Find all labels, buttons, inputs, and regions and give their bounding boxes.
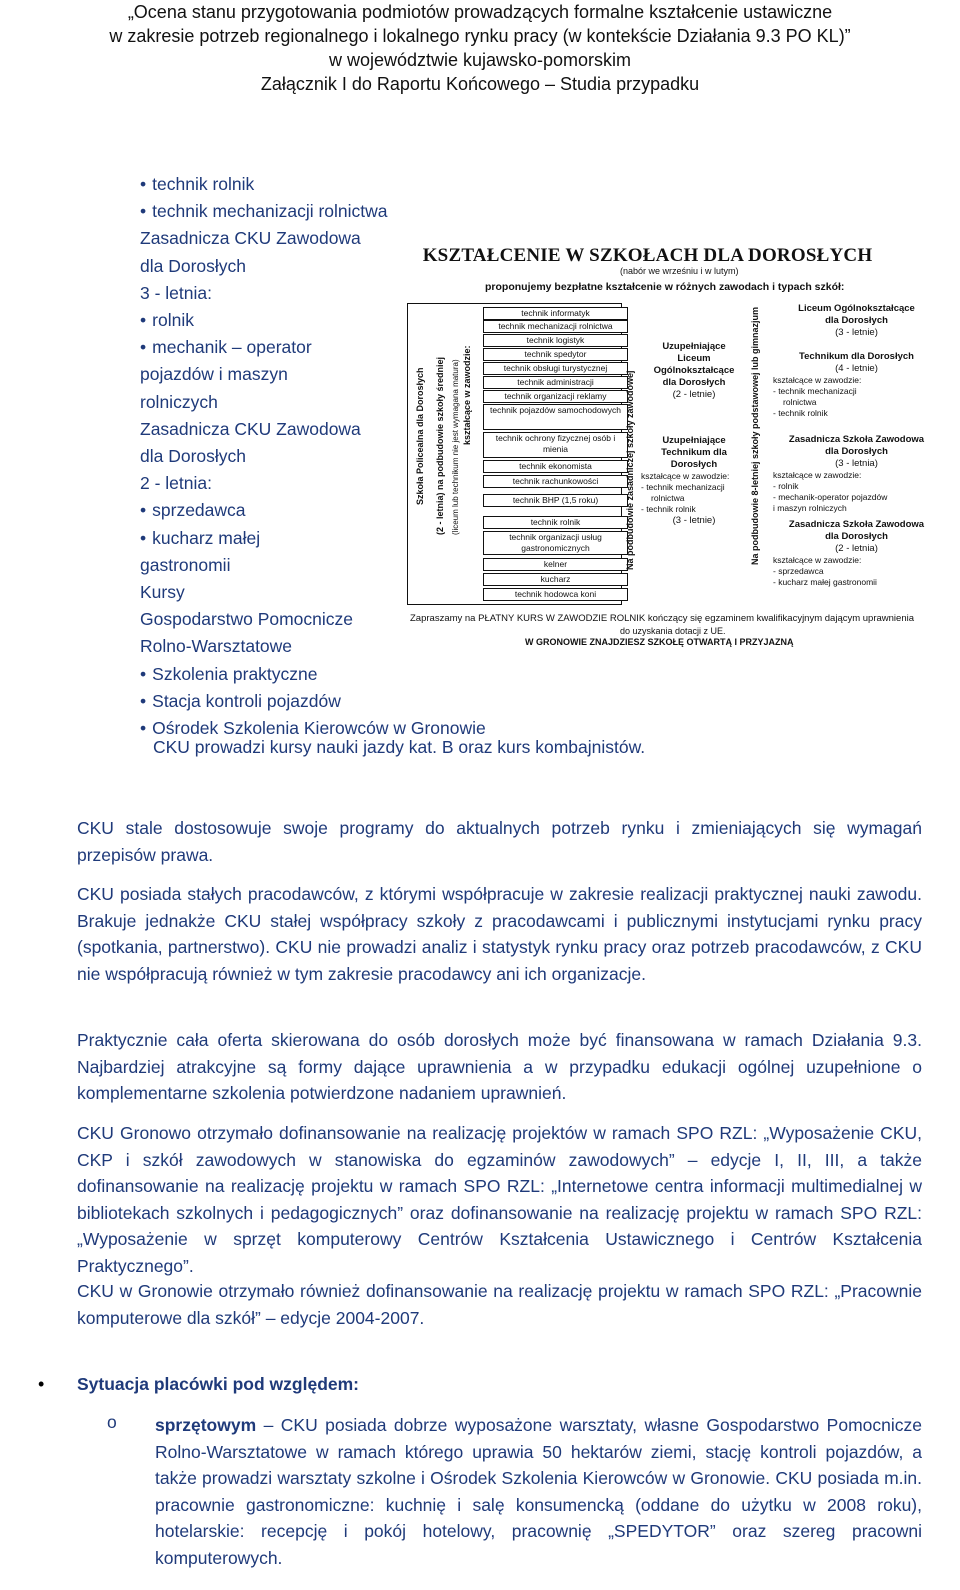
u1-line: (2 - letnie)	[672, 389, 716, 400]
u2-line: Technikum dla	[661, 447, 727, 458]
equipment-label: sprzętowym	[155, 1415, 257, 1435]
r2-line: Technikum dla Dorosłych	[799, 351, 914, 362]
col1-label: (2 - letnia) na podbudowie szkoły średniej	[435, 356, 445, 535]
u1-line: Liceum	[677, 353, 711, 364]
technikum-dorosli	[773, 351, 940, 429]
r4-line: kształcące w zawodzie:	[773, 555, 862, 565]
list-heading: 3 - letnia:	[140, 282, 212, 303]
zsz-2	[773, 519, 940, 597]
u2-line: - technik mechanizacji	[641, 482, 725, 492]
list-heading: Zasadnicza CKU Zawodowa	[140, 228, 361, 249]
profession-item: technik administracji	[483, 376, 628, 389]
leaflet-subtitle: (nabór we wrześniu i w lutym)	[620, 266, 739, 276]
profession-item: technik rachunkowości	[483, 475, 628, 488]
r2-line: kształcące w zawodzie:	[773, 375, 862, 385]
paragraph: CKU stale dostosowuje swoje programy do aktualnych potrzeb rynku i zmieniających się wymagań przepisów prawa.	[77, 818, 922, 865]
equipment-text: – CKU posiada dobrze wyposażone warsztaty, własne Gospodarstwo Pomocnicze Rolno-Warsztatowe w ramach którego uprawia 50 hektarów ziemi, stację kontroli pojazdów, a także prowadzi warsztaty szkolne i Ośrodek Szkolenia Kierowców w Gronowie. CKU posiada m.in. pracownie gastronomiczne: kuchnię i salę konsumencką (oddane do użytku w 2008 roku), hotelarskie: recepcję i pokój hotelowy, pracownię „SPEDYTOR” oraz szereg pracowni komputerowych.	[155, 1415, 922, 1568]
equipment-paragraph	[155, 1412, 922, 1572]
list-item: • rolnik	[140, 307, 540, 334]
profession-item: technik ochrony fizycznej osób i mienia	[483, 432, 628, 458]
profession-item: technik organizacji usług gastronomicznych	[483, 531, 628, 555]
profession-item: technik informatyk	[483, 307, 628, 320]
sub-bullet-marker: o	[107, 1412, 117, 1432]
list-item-cont: gastronomii	[140, 554, 231, 575]
profession-item: kucharz	[483, 573, 628, 586]
r1-line: dla Dorosłych	[825, 315, 888, 326]
list-heading: Kursy	[140, 582, 185, 603]
r3-line: Zasadnicza Szkoła Zawodowa	[788, 434, 925, 445]
col3-label: Na podbudowie 8-letniej szkoły podstawowej lub gimnazjum	[750, 306, 760, 565]
list-item: • Szkolenia praktyczne	[140, 661, 540, 688]
list-heading: 2 - letnia:	[140, 473, 212, 494]
page-header	[0, 0, 960, 96]
r3-line: i maszyn rolniczych	[773, 503, 847, 513]
u2-line: Uzupełniające	[662, 435, 726, 446]
list-heading: Rolno-Warsztatowe	[140, 636, 293, 657]
u2-line: - technik rolnik	[641, 504, 696, 514]
zsz-3	[773, 434, 940, 516]
leaflet-footer: W GRONOWIE ZNAJDZIESZ SZKOŁĘ OTWARTĄ I PRZYJAZNĄ	[525, 637, 794, 647]
r2-line: - technik mechanizacji	[773, 386, 857, 396]
r1-line: Liceum Ogólnokształcące	[798, 303, 915, 314]
r3-line: kształcące w zawodzie:	[773, 470, 862, 480]
r4-line: Zasadnicza Szkoła Zawodowa	[788, 519, 925, 530]
list-item: • Stacja kontroli pojazdów	[140, 688, 540, 715]
list-item: • kucharz małej	[140, 525, 540, 552]
leaflet-footer: do uzyskania dotacji z UE.	[620, 626, 726, 636]
list-item: • mechanik – operator	[140, 334, 540, 361]
r4-line: - kucharz małej gastronomii	[773, 577, 877, 587]
leaflet-title: KSZTAŁCENIE W SZKOŁACH DLA DOROSŁYCH	[422, 245, 873, 266]
profession-item: technik ekonomista	[483, 460, 628, 473]
u2-line: (3 - letnie)	[672, 515, 716, 526]
r2-line: (4 - letnie)	[835, 363, 878, 374]
list-item: • technik mechanizacji rolnictwa	[140, 198, 540, 225]
r3-line: - mechanik-operator pojazdów	[773, 492, 888, 502]
profession-item: technik obsługi turystycznej	[483, 362, 628, 375]
r3-line: dla Dorosłych	[825, 446, 888, 457]
profession-item: technik BHP (1,5 roku)	[483, 494, 628, 507]
r4-line: (2 - letnia)	[835, 543, 878, 554]
col1-label: Szkoła Policealna dla Dorosłych	[415, 367, 425, 505]
u2-line: kształcące w zawodzie:	[641, 471, 730, 481]
leaflet-footer: Zapraszamy na PŁATNY KURS W ZAWODZIE ROLNIK kończący się egzaminem kwalifikacyjnym dającym uprawnienia	[410, 613, 915, 624]
u1-line: Uzupełniające	[662, 341, 726, 352]
profession-item: technik pojazdów samochodowych	[483, 404, 628, 430]
supplementary-technikum	[641, 435, 747, 545]
list-item: • Ośrodek Szkolenia Kierowców w Gronowie	[140, 715, 540, 742]
u1-line: dla Dorosłych	[662, 377, 726, 388]
profession-item: technik hodowca koni	[483, 588, 628, 601]
list-item: • sprzedawca	[140, 497, 540, 524]
list-heading: dla Dorosłych	[140, 446, 247, 467]
list-heading: dla Dorosłych	[140, 255, 247, 276]
profession-item: technik mechanizacji rolnictwa	[483, 320, 628, 333]
paragraph: CKU Gronowo otrzymało dofinansowanie na realizację projektów w ramach SPO RZL: „Wyposażenie CKU, CKP i szkół zawodowych w stanowiska do egzaminów zawodowych” – edycje I, II, III, a także dofinansowanie na realizację projektu w ramach SPO RZL: „Internetowe centra informacji multimedialnej w bibliotekach szkolnych i pedagogicznych” oraz dofinansowanie na realizację projektu w ramach SPO RZL: „Wyposażenie w sprzęt komputerowy Centrów Kształcenia Ustawicznego i Centrów Kształcenia Praktycznego”.	[77, 1123, 922, 1276]
profession-item: technik spedytor	[483, 348, 628, 361]
r3-line: - rolnik	[773, 481, 799, 491]
leaflet-lead: proponujemy bezpłatne kształcenie w różnych zawodach i typach szkół:	[485, 281, 845, 293]
r4-line: dla Dorosłych	[825, 531, 888, 542]
scanned-leaflet	[405, 245, 945, 645]
situation-heading: Sytuacja placówki pod względem:	[77, 1374, 360, 1394]
header-line-2: w zakresie potrzeb regionalnego i lokalnego rynku pracy (w kontekście Działania 9.3 PO KL)”	[109, 26, 851, 46]
u2-line: rolnictwa	[651, 493, 685, 503]
list-item: • technik rolnik	[140, 171, 540, 198]
profession-item: kelner	[483, 558, 628, 571]
profession-item: technik logistyk	[483, 334, 628, 347]
driving-courses-note: CKU prowadzi kursy nauki jazdy kat. B oraz kurs kombajnistów.	[153, 737, 646, 757]
col1-label: kształcące w zawodzie:	[462, 345, 472, 445]
supplementary-lyceum	[645, 341, 743, 411]
u1-line: Ogólnokształcące	[653, 365, 735, 376]
header-line-3: w województwie kujawsko-pomorskim	[328, 50, 632, 70]
col2-label: Na podbudowie zasadniczej szkoły zawodowej	[625, 370, 635, 570]
profession-item: technik rolnik	[483, 516, 628, 529]
col1-label: (liceum lub technikum nie jest wymagana matura)	[451, 359, 460, 535]
r3-line: (3 - letnia)	[835, 458, 878, 469]
r4-line: - sprzedawca	[773, 566, 824, 576]
list-heading: Zasadnicza CKU Zawodowa	[140, 418, 361, 439]
list-item-cont: rolniczych	[140, 391, 218, 412]
bullet-marker: •	[38, 1374, 45, 1394]
paragraph: Praktycznie cała oferta skierowana do osób dorosłych może być finansowana w ramach Działania 9.3. Najbardziej atrakcyjne są formy dające uprawnienia a w przypadku edukacji ogólnej uzupełnione o komplementarne szkolenia potwierdzone nadaniem uprawnień.	[77, 1030, 922, 1104]
paragraph: CKU posiada stałych pracodawców, z którymi współpracuje w zakresie realizacji praktycznej nauki zawodu. Brakuje jednakże CKU stałej współpracy szkoły z pracodawcami i publicznymi instytucjami rynku pracy (spotkania, partnerstwo). CKU nie prowadzi analiz i statystyk rynku pracy oraz potrzeb pracodawców, z CKU nie współpracują również w tym zakresie pracodawcy ani ich organizacje.	[77, 884, 922, 984]
r2-line: - technik rolnik	[773, 408, 828, 418]
list-item-cont: pojazdów i maszyn	[140, 364, 288, 385]
header-line-4: Załącznik I do Raportu Końcowego – Studia przypadku	[260, 74, 700, 94]
header-line-1: „Ocena stanu przygotowania podmiotów prowadzących formalne kształcenie ustawiczne	[127, 2, 833, 22]
lo-dorosli	[773, 303, 940, 347]
u2-line: Dorosłych	[670, 459, 718, 470]
r1-line: (3 - letnie)	[835, 327, 878, 338]
paragraph: CKU w Gronowie otrzymało również dofinansowanie na realizację projektu w ramach SPO RZL: „Pracownie komputerowe dla szkół” – edycje 2004-2007.	[77, 1281, 922, 1328]
r2-line: rolnictwa	[783, 397, 817, 407]
profession-item: technik organizacji reklamy	[483, 390, 628, 403]
list-heading: Gospodarstwo Pomocnicze	[140, 609, 354, 630]
